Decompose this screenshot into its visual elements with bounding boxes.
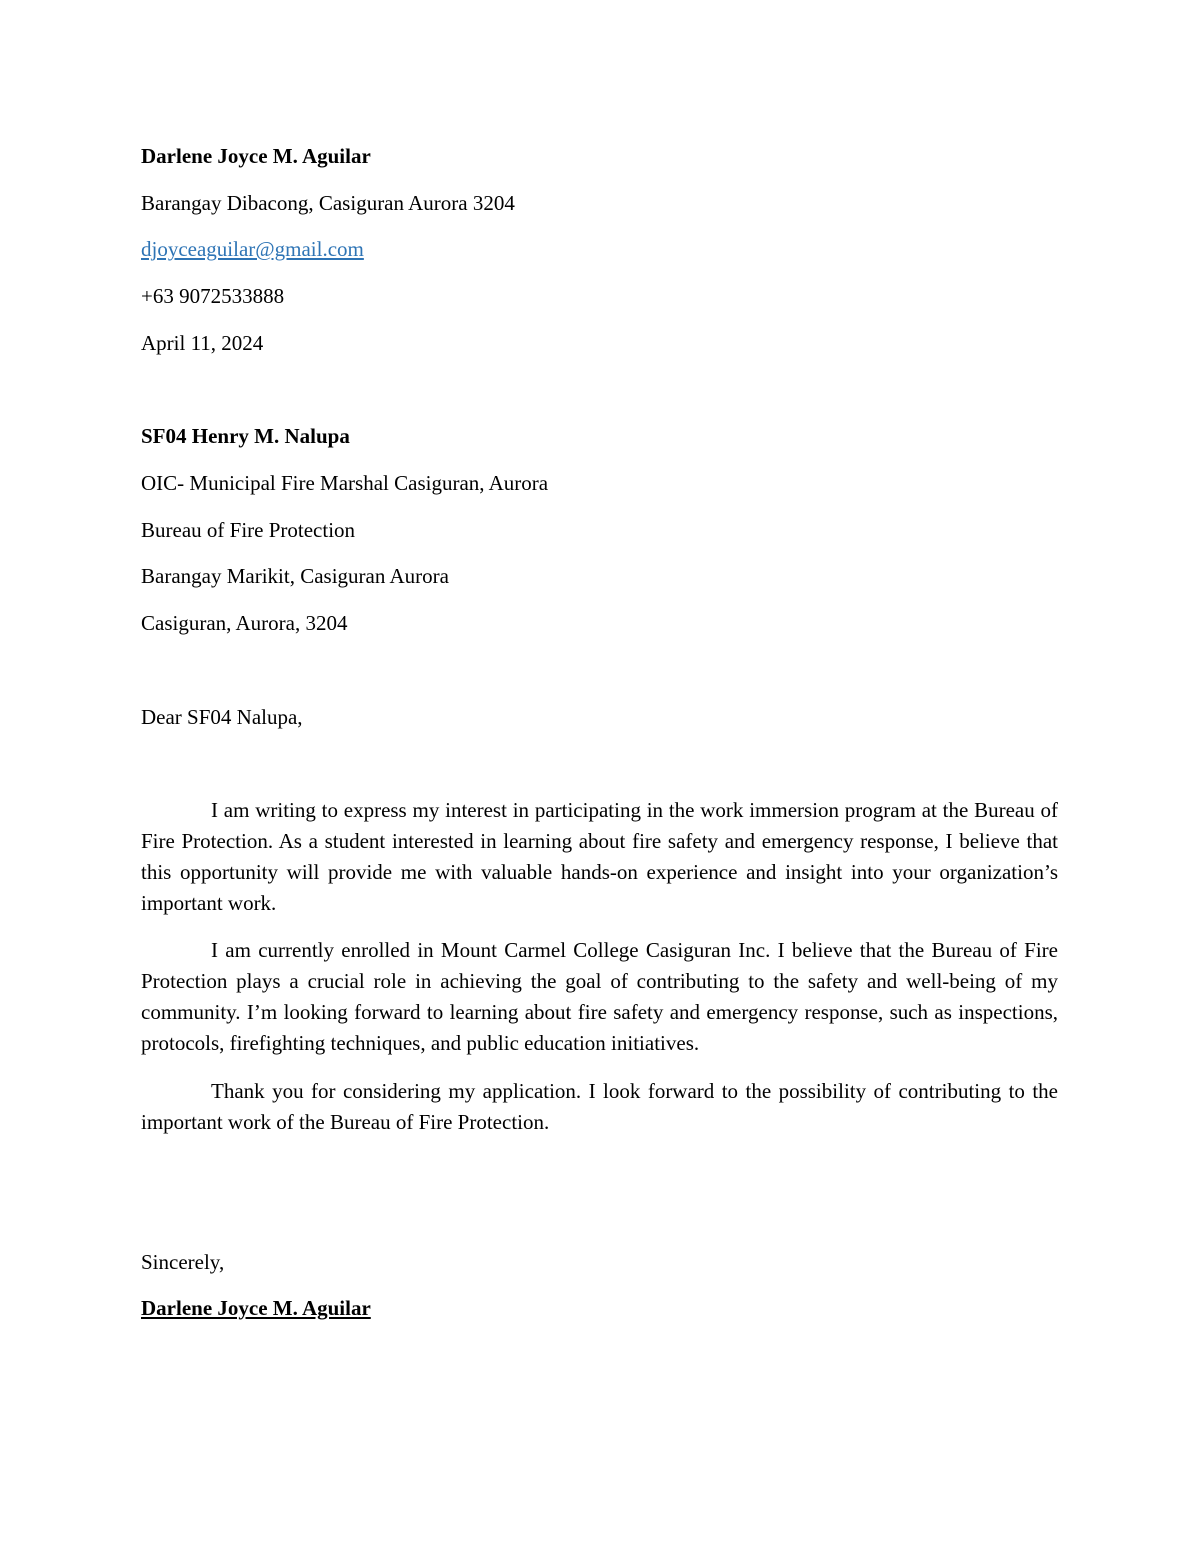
body-paragraph-3: Thank you for considering my application. I look forward to the possibility of contributing to the important work of the Bureau of Fire Protection.: [141, 1079, 1058, 1134]
recipient-address-line1: Barangay Marikit, Casiguran Aurora: [141, 564, 449, 588]
recipient-title: OIC- Municipal Fire Marshal Casiguran, Aurora: [141, 471, 549, 495]
letter-date: April 11, 2024: [141, 331, 264, 355]
recipient-address-line2: Casiguran, Aurora, 3204: [141, 611, 348, 635]
sender-phone: +63 9072533888: [141, 284, 285, 308]
sender-email-link[interactable]: djoyceaguilar@gmail.com: [141, 237, 364, 261]
closing: Sincerely,: [141, 1250, 225, 1274]
salutation: Dear SF04 Nalupa,: [141, 705, 303, 729]
sender-address: Barangay Dibacong, Casiguran Aurora 3204: [141, 191, 515, 215]
sender-name: Darlene Joyce M. Aguilar: [141, 144, 371, 168]
signature-name: Darlene Joyce M. Aguilar: [141, 1296, 371, 1320]
body-paragraph-2: I am currently enrolled in Mount Carmel College Casiguran Inc. I believe that the Bureau of Fire Protection plays a crucial role in achieving the goal of contributing to the safety and well-being of my community. I’m looking forward to learning about fire safety and emergency response, such as inspections, protocols, firefighting techniques, and public education initiatives.: [141, 938, 1058, 1055]
recipient-organization: Bureau of Fire Protection: [141, 518, 356, 542]
recipient-name: SF04 Henry M. Nalupa: [141, 424, 350, 448]
body-paragraph-1: I am writing to express my interest in participating in the work immersion program at the Bureau of Fire Protection. As a student interested in learning about fire safety and emergency response, I believe that this opportunity will provide me with valuable hands-on experience and insight into your organization’s important work.: [141, 798, 1058, 915]
